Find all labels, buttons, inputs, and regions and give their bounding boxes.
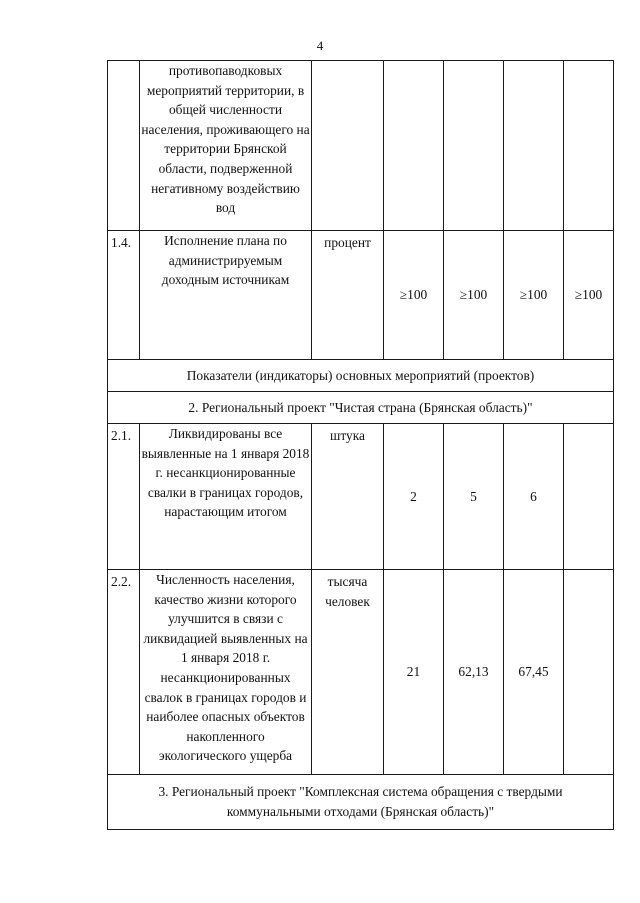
- indicator-name: Численность населения, качество жизни которого улучшится в связи с ликвидацией выявленных на 1 января 2018 г. несанкционированных свалок в границах городов и наиболее опасных объектов накопленного экологического ущерба: [143, 572, 308, 764]
- page-number: 4: [316, 38, 324, 53]
- unit-cell: [312, 61, 384, 231]
- value-cell: ≥100: [504, 231, 564, 360]
- value-cell: [564, 424, 614, 570]
- value-cell: [564, 61, 614, 231]
- project-3-title: [108, 775, 614, 830]
- unit-label: процент: [312, 231, 384, 360]
- indicator-name: Исполнение плана по администрируемым доходным источникам: [161, 233, 290, 288]
- row-number: 2.2.: [108, 570, 140, 775]
- project-3-row: [108, 775, 614, 830]
- value-cell: 2: [384, 424, 444, 570]
- indicator-name-cell: [140, 231, 312, 360]
- indicator-name-cell: [140, 424, 312, 570]
- section-heading: Показатели (индикаторы) основных мероприятий (проектов): [108, 360, 614, 392]
- indicators-table: [107, 60, 614, 830]
- value-cell: 62,13: [444, 570, 504, 775]
- value-cell: 5: [444, 424, 504, 570]
- value-cell: ≥100: [384, 231, 444, 360]
- value-cell: 67,45: [504, 570, 564, 775]
- indicator-name: Ликвидированы все выявленные на 1 января 2018 г. несанкционированные свалки в границах городов, нарастающим итогом: [141, 426, 310, 520]
- table-row-2-1: [108, 424, 614, 570]
- unit-label: тысяча человек: [312, 570, 384, 775]
- indicator-name-cell: [140, 61, 312, 231]
- table-row-2-2: [108, 570, 614, 775]
- row-number: 2.1.: [108, 424, 140, 570]
- value-cell: [444, 61, 504, 231]
- indicator-name-cell: [140, 570, 312, 775]
- value-cell: [504, 61, 564, 231]
- project-2-title: 2. Региональный проект "Чистая страна (Брянская область)": [108, 392, 614, 424]
- value-cell: [564, 570, 614, 775]
- row-number-cell: [108, 61, 140, 231]
- value-cell: ≥100: [444, 231, 504, 360]
- value-cell: [384, 61, 444, 231]
- project-3-text: 3. Региональный проект "Комплексная система обращения с твердыми коммунальными отходами (Брянская область)": [158, 784, 563, 819]
- unit-label: штука: [312, 424, 384, 570]
- section-heading-row: [108, 360, 614, 392]
- value-cell: ≥100: [564, 231, 614, 360]
- indicator-name: противопаводковых мероприятий территории, в общей численности населения, проживающего на территории Брянской области, подверженной негативному воздействию вод: [141, 63, 310, 216]
- project-2-row: [108, 392, 614, 424]
- table-row-continued: [108, 61, 614, 231]
- value-cell: 6: [504, 424, 564, 570]
- table-row-1-4: [108, 231, 614, 360]
- row-number: 1.4.: [108, 231, 140, 360]
- value-cell: 21: [384, 570, 444, 775]
